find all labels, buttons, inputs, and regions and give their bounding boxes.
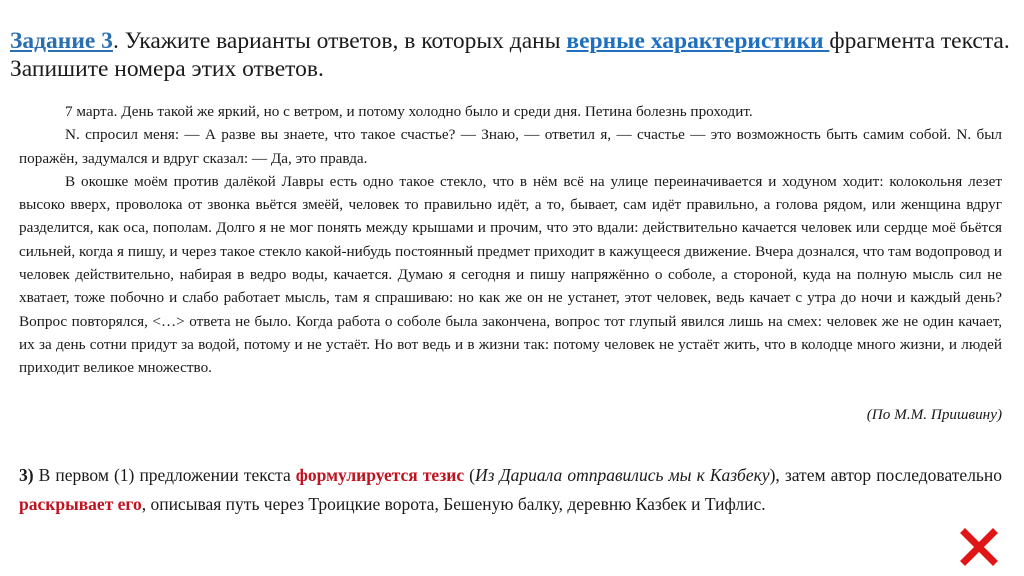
- task-label-dot: .: [112, 28, 119, 54]
- answer-number: 3): [19, 465, 34, 485]
- answer-text-part4: , описывая путь через Троицкие ворота, Бешеную балку, деревню Казбек и Тифлис.: [141, 494, 766, 514]
- cross-icon: [960, 528, 998, 566]
- answer-highlight-reveals: раскрывает его: [19, 494, 142, 514]
- answer-highlight-thesis: формулируется тезис: [295, 465, 465, 485]
- task-text-before: Укажите варианты ответов, в которых даны: [118, 28, 567, 54]
- answer-text-part3: ), затем автор последовательно: [769, 465, 1003, 485]
- answer-option-3: [19, 461, 1002, 519]
- passage-paragraph-3: В окошке моём против далёкой Лавры есть одно такое стекло, что в нём всё на улице переиначивается и ходуном ходит: колокольня лезет высоко вверх, проволока от звонка вьётся змеёй, человек то правильно идёт, а то, бывает, сам идёт правильно, а голова рядом, или женщина вдруг разделится, как оса, пополам. Долго я не мог понять между крышами и прочим, что это вдали: действительно качается человек или сердце моё бьётся сильней, когда я пишу, и через такое стекло какой-нибудь постоянный предмет приходит в кажущееся движение. Вчера дознался, что там водопровод и человек действительно, набирая в ведро воды, качается. Думаю я сегодня и пишу напряжённо о соболе, а стороной, куда на полную мысль сил не хватает, тоже побочно и слабо работает мысль, там я спрашиваю: но как же он не устанет, этот человек, ведь качает с утра до ночи и каждый день? Вопрос повторялся, <…> ответа не было. Когда работа о соболе была закончена, вопрос тот глупый явился лишь на смех: человек же не один качает, их за день сотни придут за водой, потому и не устаёт. Но вот ведь и в жизни так: потому человек не устаёт жить, что в колодце много жизни, и людей приходит великое множество.: [19, 172, 1002, 377]
- task-text-after: фрагмента текста. Запишите номера этих ответов.: [10, 28, 1010, 82]
- task-label: Задание 3: [10, 28, 113, 54]
- answer-quote: Из Дариала отправились мы к Казбеку: [475, 465, 770, 485]
- passage-source: (По М.М. Пришвину): [866, 406, 1002, 423]
- text-passage: [19, 100, 1002, 380]
- passage-paragraph-1: 7 марта. День такой же яркий, но с ветром, и потому холодно было и среди дня. Петина болезнь проходит.: [65, 103, 753, 120]
- task-key-phrase: верные характеристики: [566, 28, 830, 54]
- answer-text-part2: (: [464, 465, 475, 485]
- passage-paragraph-2: N. спросил меня: — А разве вы знаете, что такое счастье? — Знаю, — ответил я, — счастье — это возможность быть самим собой. N. был поражён, задумался и вдруг сказал: — Да, это правда.: [19, 126, 1002, 167]
- task-heading: [10, 27, 1014, 83]
- answer-text-part1: В первом (1) предложении текста: [33, 465, 296, 485]
